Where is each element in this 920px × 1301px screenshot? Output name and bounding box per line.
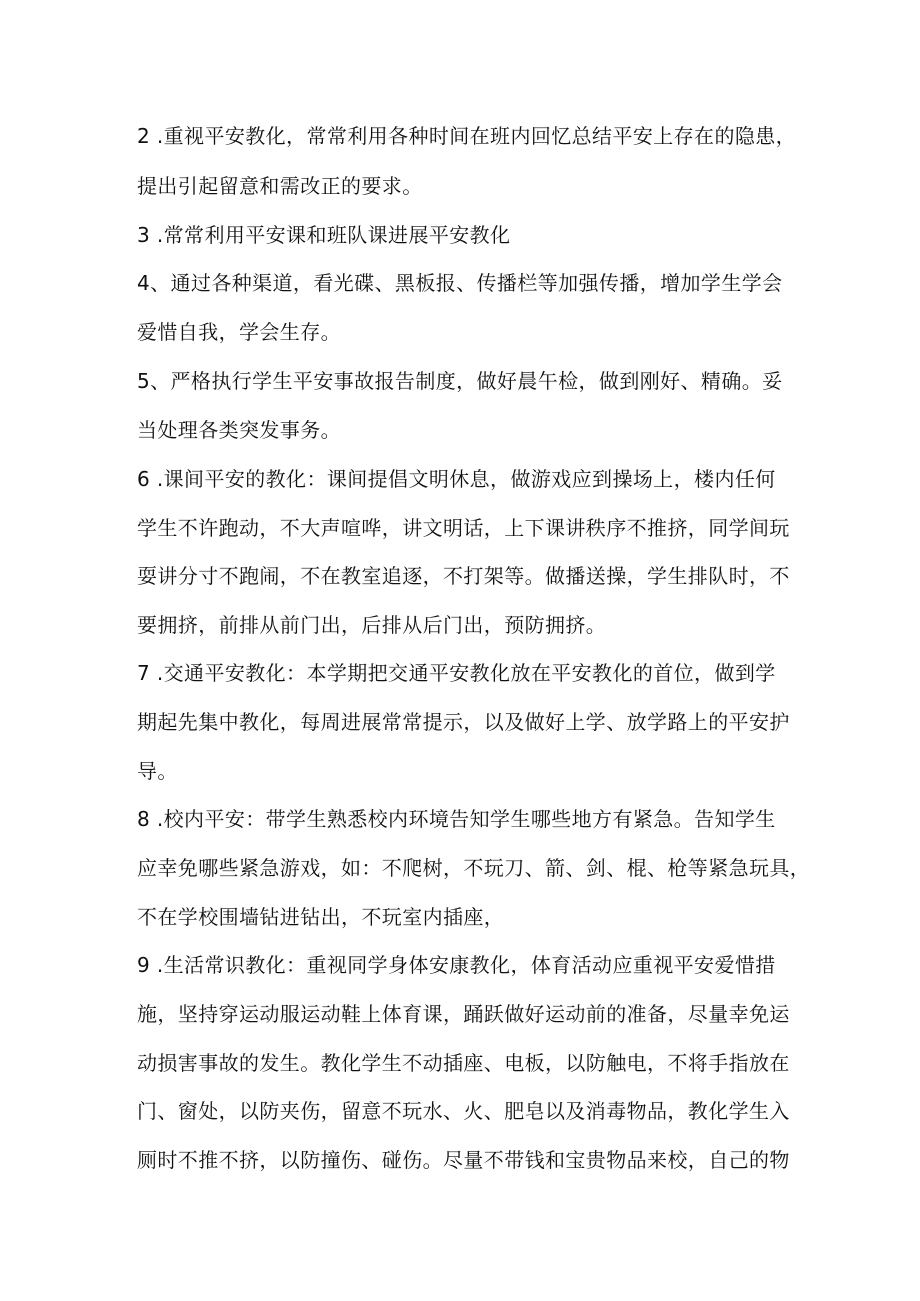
text-line: 耍讲分寸不跑闹，不在教室追逐，不打架等。做播送操，学生排队时，不	[137, 564, 790, 588]
text-line: 期起先集中教化，每周进展常常提示，以及做好上学、放学路上的平安护	[137, 710, 790, 734]
text-line: 2 .重视平安教化，常常利用各种时间在班内回忆总结平安上存在的隐患，	[137, 124, 797, 148]
text-line: 当处理各类突发事务。	[137, 418, 341, 442]
text-line: 6 .课间平安的教化：课间提倡文明休息，做游戏应到操场上，楼内任何	[137, 467, 776, 491]
text-line: 7 .交通平安教化：本学期把交通平安教化放在平安教化的首位，做到学	[137, 661, 776, 685]
text-line: 5、严格执行学生平安事故报告制度，做好晨午检，做到刚好、精确。妥	[137, 369, 783, 393]
text-line: 要拥挤，前排从前门出，后排从后门出，预防拥挤。	[137, 613, 607, 637]
text-line: 不在学校围墙钻进钻出，不玩室内插座，	[137, 905, 505, 929]
text-line: 8 .校内平安：带学生熟悉校内环境告知学生哪些地方有紧急。告知学生	[137, 807, 776, 831]
text-line: 门、窗处，以防夹伤，留意不玩水、火、肥皂以及消毒物品，教化学生入	[137, 1099, 790, 1123]
text-line: 提出引起留意和需改正的要求。	[137, 174, 423, 198]
text-line: 厕时不推不挤，以防撞伤、碰伤。尽量不带钱和宝贵物品来校，自己的物	[137, 1148, 790, 1172]
text-line: 学生不许跑动，不大声喧哗，讲文明话，上下课讲秩序不推挤，同学间玩	[137, 516, 790, 540]
text-line: 导。	[137, 759, 178, 783]
text-line: 9 .生活常识教化：重视同学身体安康教化，体育活动应重视平安爱惜措	[137, 953, 776, 977]
text-line: 应幸免哪些紧急游戏，如：不爬树，不玩刀、箭、剑、棍、枪等紧急玩具，	[137, 856, 811, 880]
text-line: 施，坚持穿运动服运动鞋上体育课，踊跃做好运动前的准备，尽量幸免运	[137, 1002, 790, 1026]
text-line: 3 .常常利用平安课和班队课进展平安教化	[137, 223, 511, 247]
text-line: 动损害事故的发生。教化学生不动插座、电板，以防触电，不将手指放在	[137, 1051, 790, 1075]
text-line: 4、通过各种渠道，看光碟、黑板报、传播栏等加强传播，增加学生学会	[137, 271, 783, 295]
text-line: 爱惜自我，学会生存。	[137, 320, 341, 344]
